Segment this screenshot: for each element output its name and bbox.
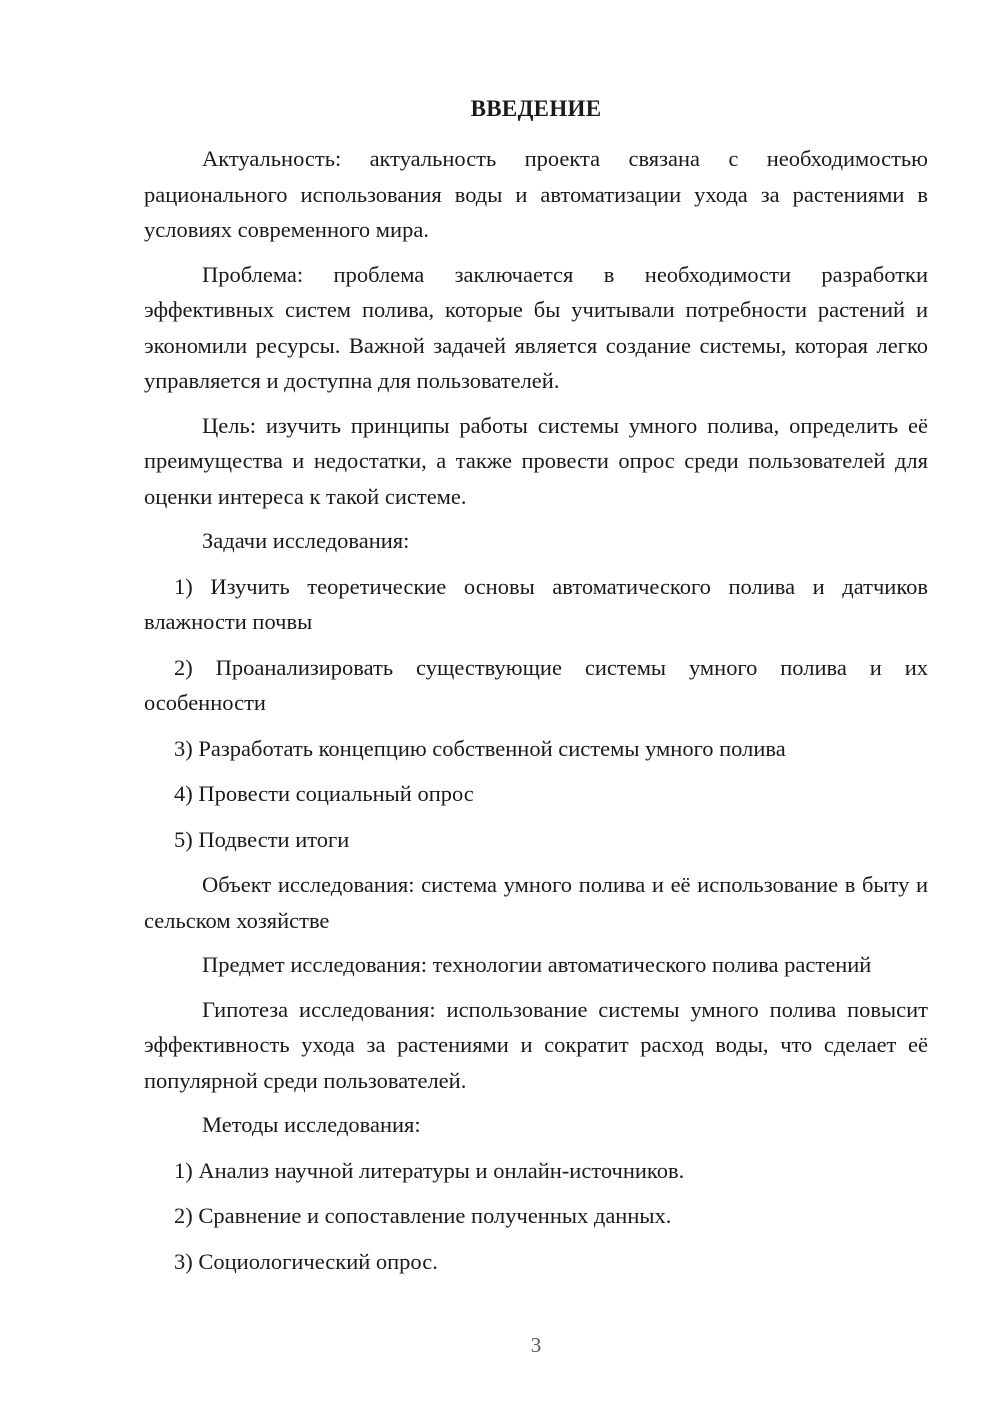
task-item-5: 5) Подвести итоги bbox=[174, 826, 350, 852]
task-item-3: 3) Разработать концепцию собственной системы умного полива bbox=[174, 735, 786, 761]
tasks-title: Задачи исследования: bbox=[202, 528, 410, 553]
subject-paragraph: Предмет исследования: технологии автоматического полива растений bbox=[202, 952, 872, 977]
method-item-1: 1) Анализ научной литературы и онлайн-источников. bbox=[174, 1157, 685, 1183]
task-item-2: 2) Проанализировать существующие системы умного полива и их особенности bbox=[144, 654, 928, 715]
hypothesis-paragraph: Гипотеза исследования: использование системы умного полива повысит эффективность ухода за растениями и сократит расход воды, что сделает её популярной среди пользователей. bbox=[144, 996, 928, 1093]
relevance-paragraph: Актуальность: актуальность проекта связана с необходимостью рационального использования воды и автоматизации ухода за растениями в условиях современного мира. bbox=[144, 146, 928, 242]
object-paragraph: Объект исследования: система умного полива и её использование в быту и сельском хозяйстве bbox=[144, 872, 928, 933]
section-heading: ВВЕДЕНИЕ bbox=[470, 96, 602, 121]
task-item-1: 1) Изучить теоретические основы автоматического полива и датчиков влажности почвы bbox=[144, 573, 928, 634]
method-item-3: 3) Социологический опрос. bbox=[174, 1248, 438, 1274]
methods-title: Методы исследования: bbox=[202, 1112, 421, 1137]
task-item-4: 4) Провести социальный опрос bbox=[174, 781, 474, 806]
goal-paragraph: Цель: изучить принципы работы системы умного полива, определить её преимущества и недостатки, а также провести опрос среди пользователей для оценки интереса к такой системе. bbox=[144, 412, 928, 509]
method-item-2: 2) Сравнение и сопоставление полученных данных. bbox=[174, 1203, 672, 1228]
body-text bbox=[144, 141, 928, 1289]
page-number: 3 bbox=[530, 1333, 542, 1357]
problem-paragraph: Проблема: проблема заключается в необходимости разработки эффективных систем полива, которые бы учитывали потребности растений и экономили ресурсы. Важной задачей является создание системы, которая легко управляется и доступна для пользователей. bbox=[144, 261, 928, 393]
